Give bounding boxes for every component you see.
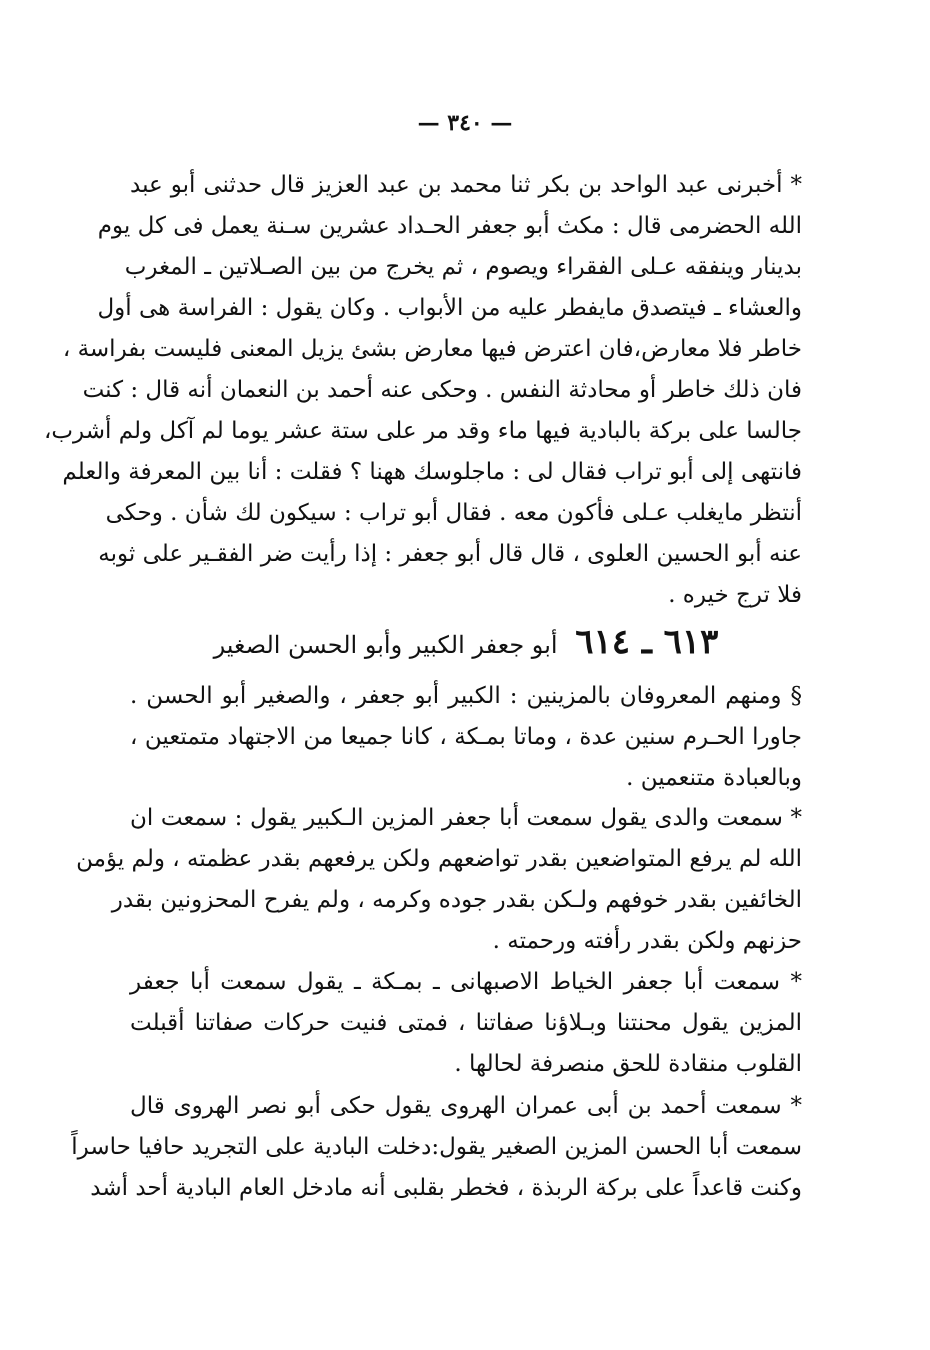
text-line: الخائفين بقدر خوفهم ولـكن بقدر جوده وكرمه ، ولم يفرح المحزونين بقدر [111, 887, 802, 913]
text-line: جاورا الحـرم سنين عدة ، وماتا بمـكة ، كانا جميعا من الاجتهاد متمتعين ، [130, 724, 802, 750]
text-line: * سمعت أحمد بن أبى عمران الهروى يقول حكى أبو نصر الهروى قال [130, 1093, 802, 1119]
text-line: حزنهم ولكن بقدر رأفته ورحمته . [492, 928, 802, 954]
text-line: المزين يقول محنتنا وبـلاؤنا صفاتنا ، فمتى فنيت حركات صفاتنا أقبلت [130, 1010, 802, 1036]
text-line: أنتظر مايغلب عـلى فأكون معه . فقال أبو تراب : سيكون لك شأن . وحكى [105, 500, 802, 526]
paragraph-1 [43, 165, 802, 616]
section-heading [130, 622, 802, 662]
text-line: * سمعت والدى يقول سمعت أبا جعفر المزين الـكبير يقول : سمعت ان [130, 805, 802, 831]
text-line: فلا ترج خيره . [668, 582, 802, 608]
page-number: — ٣٤٠ — [417, 110, 513, 136]
paragraph-4 [130, 962, 802, 1085]
paragraph-3 [76, 798, 802, 962]
text-line: الله لم يرفع المتواضعين بقدر تواضعهم ولكن يرفعهم بقدر عظمته ، ولم يؤمن [76, 846, 802, 872]
section-number: ٦١٣ ـ ٦١٤ [575, 622, 719, 662]
paragraph-2 [130, 676, 802, 799]
text-line: وكنت قاعداً على بركة الربذة ، فخطر بقلبى أنه مادخل العام البادية أحد أشد [90, 1175, 802, 1201]
text-line: فان ذلك خاطر أو محادثة النفس . وحكى عنه أحمد بن النعمان أنه قال : كنت [82, 377, 802, 403]
text-line: * أخبرنى عبد الواحد بن بكر ثنا محمد بن عبد العزيز قال حدثنى أبو عبد [130, 172, 802, 198]
text-line: * سمعت أبا جعفر الخياط الاصبهانى ـ بمـكة ـ يقول سمعت أبا جعفر [130, 969, 802, 995]
text-line: الله الحضرمى قال : مكث أبو جعفر الحـداد عشرين سـنة يعمل فى كل يوم [97, 213, 802, 239]
text-line: بدينار وينفقه عـلى الفقراء ويصوم ، ثم يخرج من بين الصـلاتين ـ المغرب [124, 254, 802, 280]
text-line: خاطر فلا معارض،فان اعترض فيها معارض بشئ يزيل المعنى فليست بفراسة ، [62, 336, 802, 362]
text-line: فانتهى إلى أبو تراب فقال لى : ماجلوسك ههنا ؟ فقلت : أنا بين المعرفة والعلم [62, 459, 802, 485]
text-line: والعشاء ـ فيتصدق مايفطر عليه من الأبواب . وكان يقول : الفراسة هى أول [97, 295, 802, 321]
text-line: القلوب منقادة للحق منصرفة لحالها . [454, 1051, 802, 1077]
text-line: وبالعبادة متنعمين . [626, 765, 802, 791]
text-line: عنه أبو الحسين العلوى ، قال قال أبو جعفر : إذا رأيت ضر الفقـير على ثوبه [98, 541, 802, 567]
text-line: جالسا على بركة بالبادية فيها ماء وقد مر على ستة عشر يوما لم آكل ولم أشرب، [43, 418, 802, 444]
section-title: أبو جعفر الكبير وأبو الحسن الصغير [213, 631, 558, 659]
text-line: § ومنهم المعروفان بالمزينين : الكبير أبو جعفر ، والصغير أبو الحسن . [130, 683, 802, 709]
text-line: سمعت أبا الحسن المزين الصغير يقول:دخلت البادية على التجريد حافيا حاسراً [71, 1134, 802, 1160]
paragraph-5 [71, 1086, 802, 1209]
